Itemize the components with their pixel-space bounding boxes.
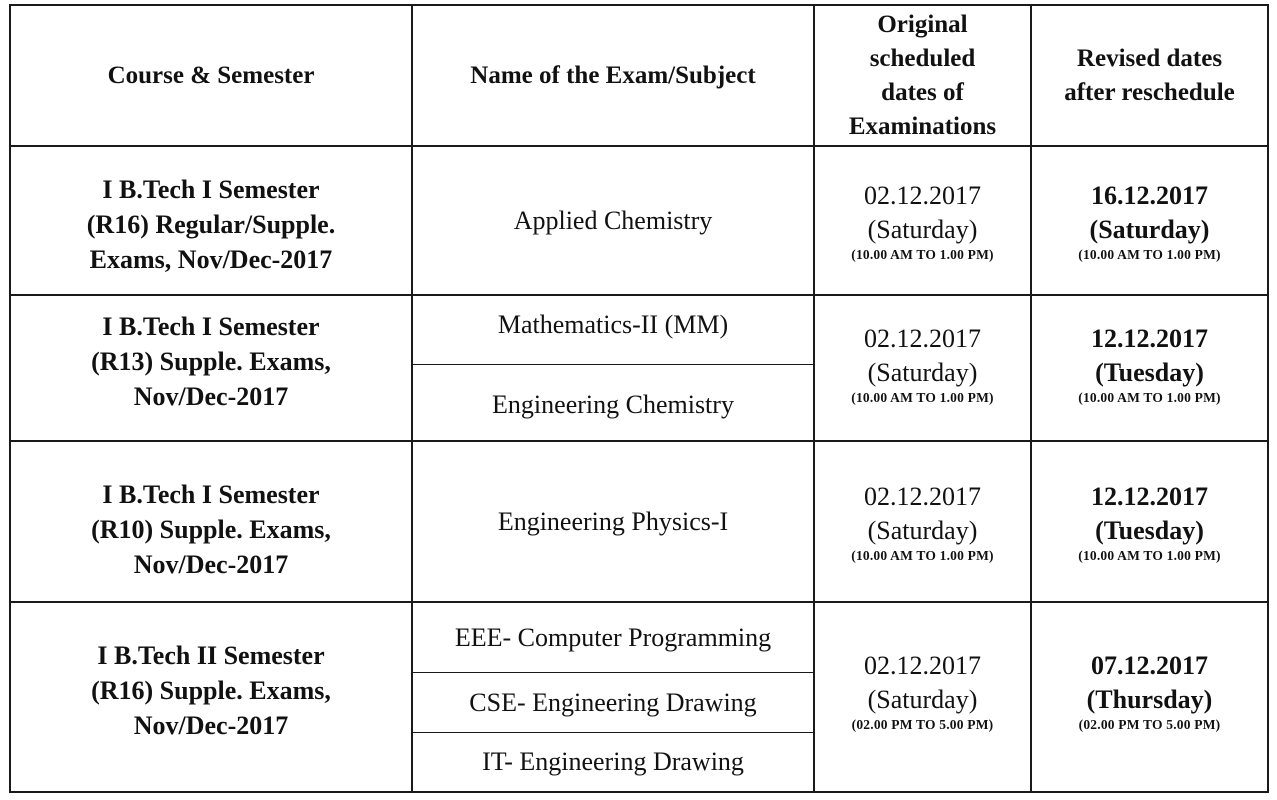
revised-time: (10.00 AM TO 1.00 PM) bbox=[1078, 390, 1221, 405]
revised-date: 16.12.2017 bbox=[1091, 180, 1208, 210]
revised-time: (10.00 AM TO 1.00 PM) bbox=[1078, 547, 1221, 563]
course-cell bbox=[11, 603, 411, 791]
subject-name: CSE- Engineering Drawing bbox=[469, 687, 757, 717]
table-border-right bbox=[1267, 4, 1269, 793]
course-line: Nov/Dec-2017 bbox=[133, 381, 289, 411]
table-border-bottom bbox=[9, 791, 1269, 793]
revised-day: (Thursday) bbox=[1086, 685, 1213, 714]
header-original-dates bbox=[815, 6, 1030, 145]
course-line: Nov/Dec-2017 bbox=[133, 710, 289, 740]
header-revised-line: after reschedule bbox=[1064, 78, 1235, 106]
subject-cell bbox=[413, 673, 813, 732]
revised-day: (Tuesday) bbox=[1095, 358, 1204, 387]
original-day: (Saturday) bbox=[867, 214, 978, 244]
original-date: 02.12.2017 bbox=[864, 180, 981, 210]
course-line: I B.Tech I Semester bbox=[102, 175, 320, 204]
subject-cell bbox=[413, 296, 813, 364]
course-line: (R10) Supple. Exams, bbox=[91, 515, 331, 544]
original-day: (Saturday) bbox=[867, 685, 978, 714]
original-time: (10.00 AM TO 1.00 PM) bbox=[851, 547, 994, 563]
subject-cell bbox=[413, 733, 813, 791]
revised-date: 07.12.2017 bbox=[1091, 651, 1208, 680]
subject-cell bbox=[413, 147, 813, 294]
revised-date-cell bbox=[1032, 296, 1267, 440]
revised-date-cell bbox=[1032, 603, 1267, 791]
subject-name: Engineering Chemistry bbox=[492, 389, 734, 419]
course-cell bbox=[11, 147, 411, 294]
subject-name: EEE- Computer Programming bbox=[454, 622, 772, 652]
header-original-line: dates of bbox=[881, 78, 964, 106]
original-date: 02.12.2017 bbox=[864, 651, 981, 680]
header-revised-line: Revised dates bbox=[1076, 44, 1223, 72]
course-line: I B.Tech I Semester bbox=[102, 311, 320, 341]
course-line: I B.Tech II Semester bbox=[97, 640, 325, 670]
header-subject bbox=[413, 6, 813, 145]
original-date: 02.12.2017 bbox=[864, 481, 981, 511]
original-date-cell bbox=[815, 442, 1030, 601]
subject-name: IT- Engineering Drawing bbox=[482, 747, 744, 776]
revised-date-cell bbox=[1032, 147, 1267, 294]
original-date-cell bbox=[815, 296, 1030, 440]
subject-name: Engineering Physics-I bbox=[497, 506, 729, 536]
header-course bbox=[11, 6, 411, 145]
revised-time: (10.00 AM TO 1.00 PM) bbox=[1078, 246, 1221, 262]
course-line: Exams, Nov/Dec-2017 bbox=[89, 245, 333, 274]
original-date: 02.12.2017 bbox=[864, 324, 981, 353]
revised-date: 12.12.2017 bbox=[1091, 324, 1208, 353]
subject-cell bbox=[413, 365, 813, 440]
subject-name: Applied Chemistry bbox=[513, 205, 713, 235]
original-time: (10.00 AM TO 1.00 PM) bbox=[851, 390, 994, 405]
header-subject-label: Name of the Exam/Subject bbox=[470, 61, 756, 89]
header-original-line: Examinations bbox=[848, 112, 997, 140]
original-date-cell bbox=[815, 147, 1030, 294]
header-original-line: scheduled bbox=[869, 44, 976, 72]
course-cell bbox=[11, 442, 411, 601]
revised-date-cell bbox=[1032, 442, 1267, 601]
course-line: I B.Tech I Semester bbox=[102, 480, 320, 509]
revised-date: 12.12.2017 bbox=[1091, 481, 1208, 511]
header-original-line: Original bbox=[877, 10, 968, 38]
original-time: (02.00 PM TO 5.00 PM) bbox=[851, 717, 994, 732]
course-line: (R16) Regular/Supple. bbox=[86, 210, 336, 239]
header-revised-dates bbox=[1032, 6, 1267, 145]
original-date-cell bbox=[815, 603, 1030, 791]
revised-day: (Saturday) bbox=[1089, 214, 1210, 244]
original-time: (10.00 AM TO 1.00 PM) bbox=[851, 246, 994, 262]
course-line: Nov/Dec-2017 bbox=[133, 550, 289, 579]
course-line: (R13) Supple. Exams, bbox=[91, 346, 331, 376]
course-line: (R16) Supple. Exams, bbox=[91, 675, 331, 705]
subject-cell bbox=[413, 442, 813, 601]
subject-name: Mathematics-II (MM) bbox=[497, 310, 729, 339]
revised-time: (02.00 PM TO 5.00 PM) bbox=[1078, 717, 1221, 732]
course-cell bbox=[11, 296, 411, 440]
header-course-label: Course & Semester bbox=[107, 61, 315, 89]
original-day: (Saturday) bbox=[867, 358, 978, 387]
subject-cell bbox=[413, 603, 813, 672]
revised-day: (Tuesday) bbox=[1095, 515, 1204, 545]
original-day: (Saturday) bbox=[867, 515, 978, 545]
